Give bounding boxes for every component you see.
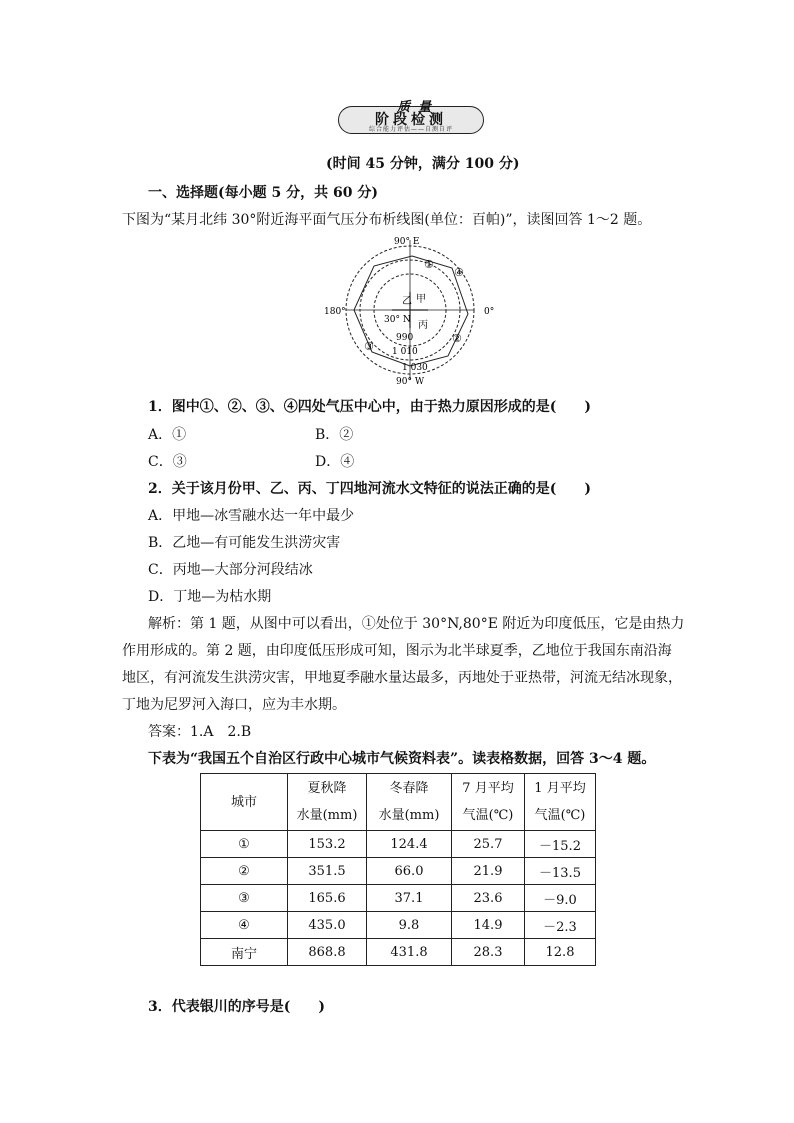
q1-stem: 1．图中①、②、③、④四处气压中心中，由于热力原因形成的是( ): [148, 399, 591, 415]
table-cell: 23.6: [452, 885, 525, 912]
place-bing: 丙: [418, 320, 428, 331]
table-row: [201, 858, 596, 885]
table-row: [201, 831, 596, 858]
label-180: 180°: [324, 307, 346, 317]
pressure-diagram: [318, 232, 504, 392]
q1-option-a[interactable]: A．①: [148, 427, 187, 443]
table-cell: 435.0: [288, 912, 367, 939]
label-90w: 90° W: [396, 377, 425, 387]
banner-title: 阶段检测: [375, 112, 447, 128]
table-cell: 124.4: [367, 831, 452, 858]
q3-stem: 3．代表银川的序号是( ): [148, 999, 325, 1015]
answer: 答案：1.A 2.B: [148, 724, 252, 740]
header-summer-autumn-precip: 夏秋降 水量(mm): [288, 774, 367, 831]
q2-option-a[interactable]: A．甲地—冰雪融水达一年中最少: [148, 508, 355, 524]
table-cell: 153.2: [288, 831, 367, 858]
table-cell: 28.3: [452, 939, 525, 966]
center-2: ②: [452, 332, 462, 345]
center-4: ④: [454, 266, 464, 279]
label-30n: 30° N: [384, 315, 411, 325]
table-cell: 165.6: [288, 885, 367, 912]
banner-top-text: 质量: [397, 100, 440, 115]
analysis-line-4: 丁地为尼罗河入海口，应为丰水期。: [122, 697, 346, 713]
table-row: [201, 885, 596, 912]
table-cell: 431.8: [367, 939, 452, 966]
place-jia: 甲: [416, 294, 426, 305]
header-city: 城市: [201, 774, 288, 831]
isobar-1030: 1 030: [402, 363, 428, 373]
q2-option-c[interactable]: C．丙地—大部分河段结冰: [148, 562, 313, 578]
isobar-1010: 1 010: [392, 347, 418, 357]
table-cell: ③: [201, 885, 288, 912]
table-cell: 9.8: [367, 912, 452, 939]
intro-q3-4: 下表为“我国五个自治区行政中心城市气候资料表”。读表格数据，回答 3～4 题。: [148, 751, 656, 767]
table-row: [201, 939, 596, 966]
q1-option-b[interactable]: B．②: [315, 427, 354, 443]
table-cell: ②: [201, 858, 288, 885]
header-july-temp: 7 月平均 气温(℃): [452, 774, 525, 831]
label-90e: 90° E: [394, 237, 420, 247]
table-cell: 37.1: [367, 885, 452, 912]
table-cell: 66.0: [367, 858, 452, 885]
table-cell: －15.2: [525, 831, 596, 858]
table-cell: 12.8: [525, 939, 596, 966]
q2-option-b[interactable]: B．乙地—有可能发生洪涝灾害: [148, 535, 341, 551]
exam-info: (时间 45 分钟，满分 100 分): [326, 156, 520, 172]
q2-stem: 2．关于该月份甲、乙、丙、丁四地河流水文特征的说法正确的是( ): [148, 481, 591, 497]
climate-table: [200, 773, 596, 966]
place-yi: 乙: [402, 296, 412, 307]
analysis-line-3: 地区，有河流发生洪涝灾害，甲地夏季融水量达最多，丙地处于亚热带，河流无结冰现象，: [122, 670, 682, 686]
analysis-line-1: 解析：第 1 题，从图中可以看出，①处位于 30°N,80°E 附近为印度低压，它是由热力: [148, 616, 685, 632]
table-cell: ④: [201, 912, 288, 939]
isobar-990: 990: [396, 333, 414, 343]
table-cell: －13.5: [525, 858, 596, 885]
q2-option-d[interactable]: D．丁地—为枯水期: [148, 589, 272, 605]
analysis-line-2: 作用形成的。第 2 题，由印度低压形成可知，图示为北半球夏季，乙地位于我国东南沿海: [122, 643, 672, 659]
table-cell: ①: [201, 831, 288, 858]
label-0: 0°: [484, 307, 495, 317]
section-banner: [338, 100, 484, 134]
table-cell: －2.3: [525, 912, 596, 939]
table-cell: －9.0: [525, 885, 596, 912]
q1-option-c[interactable]: C．③: [148, 454, 187, 470]
table-cell: 868.8: [288, 939, 367, 966]
table-row: [201, 912, 596, 939]
table-cell: 351.5: [288, 858, 367, 885]
isobar-figure: [318, 232, 504, 388]
table-cell: 14.9: [452, 912, 525, 939]
center-3: ③: [364, 340, 374, 353]
intro-q1-2: 下图为“某月北纬 30°附近海平面气压分布析线图(单位：百帕)”，读图回答 1～2 题。: [122, 212, 652, 228]
table-cell: 25.7: [452, 831, 525, 858]
section-title: 一、选择题(每小题 5 分，共 60 分): [148, 185, 378, 201]
table-cell: 南宁: [201, 939, 288, 966]
q1-option-d[interactable]: D．④: [315, 454, 355, 470]
table-cell: 21.9: [452, 858, 525, 885]
banner-subtitle: 综合能力评估——自测自评: [368, 126, 453, 133]
header-winter-spring-precip: 冬春降 水量(mm): [367, 774, 452, 831]
center-1: ①: [424, 258, 434, 271]
table-header-row: [201, 774, 596, 831]
header-january-temp: 1 月平均 气温(℃): [525, 774, 596, 831]
